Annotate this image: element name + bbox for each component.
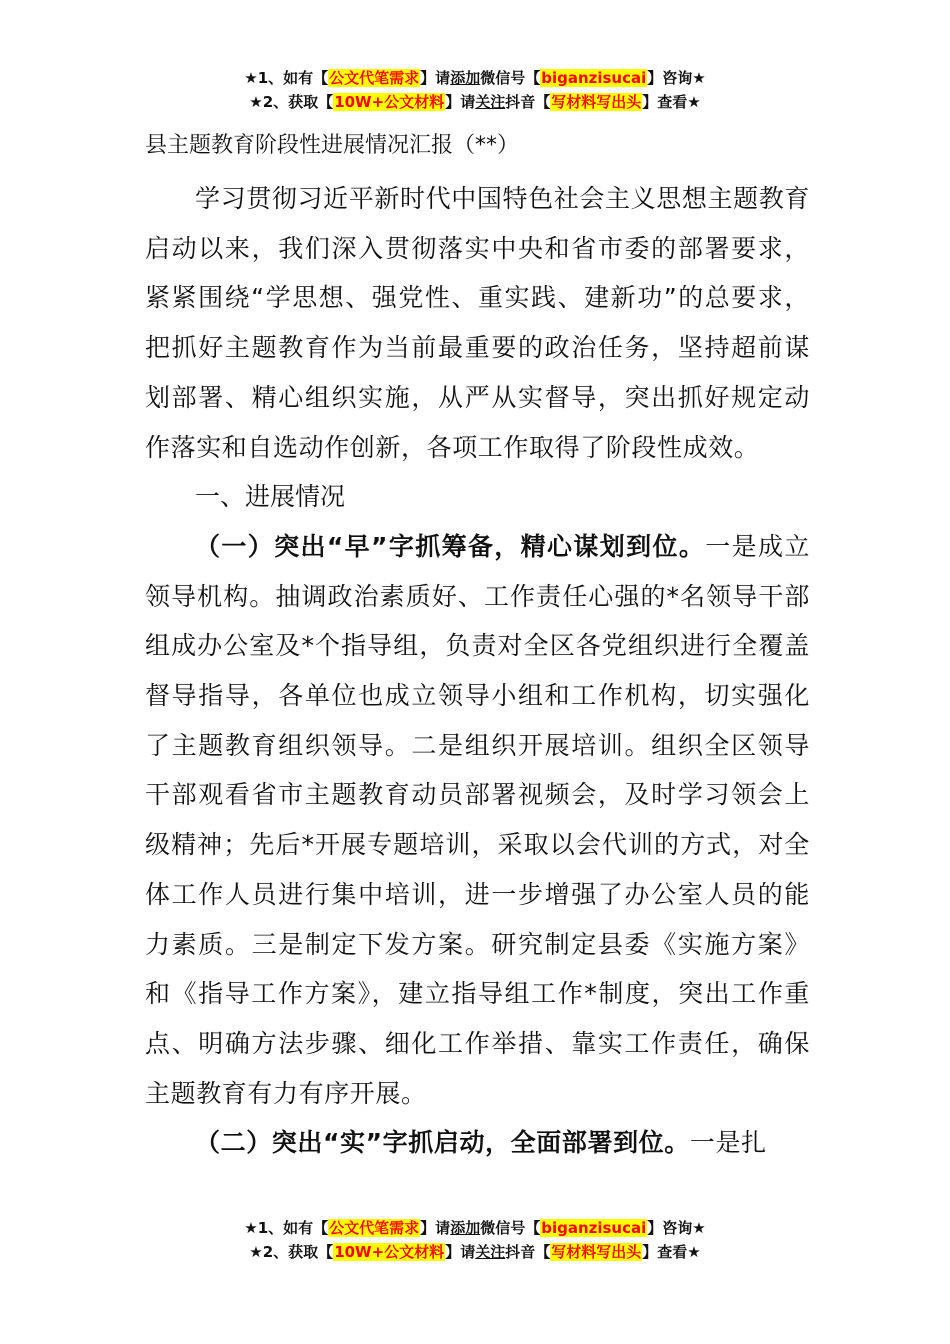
promo-highlight: 写材料写出头 — [551, 1243, 642, 1261]
promo-highlight: 公文代笔需求 — [329, 69, 420, 87]
promo-text: 】请 — [445, 1243, 476, 1261]
intro-paragraph: 学习贯彻习近平新时代中国特色社会主义思想主题教育启动以来，我们深入贯彻落实中央和省市委的部署要求，紧紧围绕“学思想、强党性、重实践、建新功”的总要求，把抓好主题教育作为当前最重要的政治任务，坚持超前谋划部署、精心组织实施，从严从实督导，突出抓好规定动作落实和自选动作创新，各项工作取得了阶段性成效。 — [145, 184, 810, 462]
promo-text: 】请 — [420, 69, 451, 87]
promo-text: 】咨询★ — [647, 1219, 706, 1237]
promo-line-1 — [0, 1216, 950, 1240]
promo-text: 抖音【 — [505, 93, 551, 111]
promo-text: ★2、获取【 — [249, 93, 334, 111]
promo-text: 抖音【 — [505, 1243, 551, 1261]
promo-underline: 关注 — [475, 1243, 506, 1261]
subsection-text: 一是扎 — [689, 1128, 767, 1158]
promo-text: 微信号【 — [480, 1219, 541, 1237]
subsection-heading: （二）突出“实”字抓启动，全面部署到位。 — [195, 1128, 690, 1158]
promo-highlight: 公文代笔需求 — [329, 1219, 420, 1237]
promo-underline: 关注 — [475, 93, 506, 111]
section-heading: 一、进展情况 — [195, 482, 346, 512]
promo-text: 】咨询★ — [647, 69, 706, 87]
promo-text: 】请 — [420, 1219, 451, 1237]
promo-banner-top — [0, 66, 950, 114]
promo-text: ★2、获取【 — [249, 1243, 334, 1261]
promo-underline: 添加 — [450, 69, 481, 87]
subsection-paragraph-2 — [145, 1118, 810, 1168]
promo-line-1 — [0, 66, 950, 90]
document-body — [145, 128, 810, 1168]
promo-text: 】请 — [445, 93, 476, 111]
promo-highlight: biganzisucai — [541, 69, 647, 87]
promo-text: 】查看★ — [642, 93, 701, 111]
promo-text: ★1、如有【 — [244, 69, 329, 87]
promo-underline: 添加 — [450, 1219, 481, 1237]
promo-text: 微信号【 — [480, 69, 541, 87]
promo-highlight: biganzisucai — [541, 1219, 647, 1237]
subsection-paragraph-1 — [145, 522, 810, 1118]
subsection-heading: （一）突出“早”字抓筹备，精心谋划到位。 — [195, 531, 706, 561]
promo-highlight: 10W+公文材料 — [334, 1243, 445, 1261]
promo-text: ★1、如有【 — [244, 1219, 329, 1237]
document-title: 县主题教育阶段性进展情况汇报（**） — [145, 133, 520, 158]
promo-banner-bottom — [0, 1216, 950, 1264]
promo-highlight: 写材料写出头 — [551, 93, 642, 111]
promo-text: 】查看★ — [642, 1243, 701, 1261]
promo-highlight: 10W+公文材料 — [334, 93, 445, 111]
promo-line-2 — [0, 1240, 950, 1264]
subsection-text: 一是成立领导机构。抽调政治素质好、工作责任心强的*名领导干部组成办公室及*个指导组，负责对全区各党组织进行全覆盖督导指导，各单位也成立领导小组和工作机构，切实强化了主题教育组织领导。二是组织开展培训。组织全区领导干部观看省市主题教育动员部署视频会，及时学习领会上级精神；先后*开展专题培训，采取以会代训的方式，对全体工作人员进行集中培训，进一步增强了办公室人员的能力素质。三是制定下发方案。研究制定县委《实施方案》和《指导工作方案》，建立指导组工作*制度，突出工作重点、明确方法步骤、细化工作举措、靠实工作责任，确保主题教育有力有序开展。 — [145, 531, 810, 1108]
promo-line-2 — [0, 90, 950, 114]
